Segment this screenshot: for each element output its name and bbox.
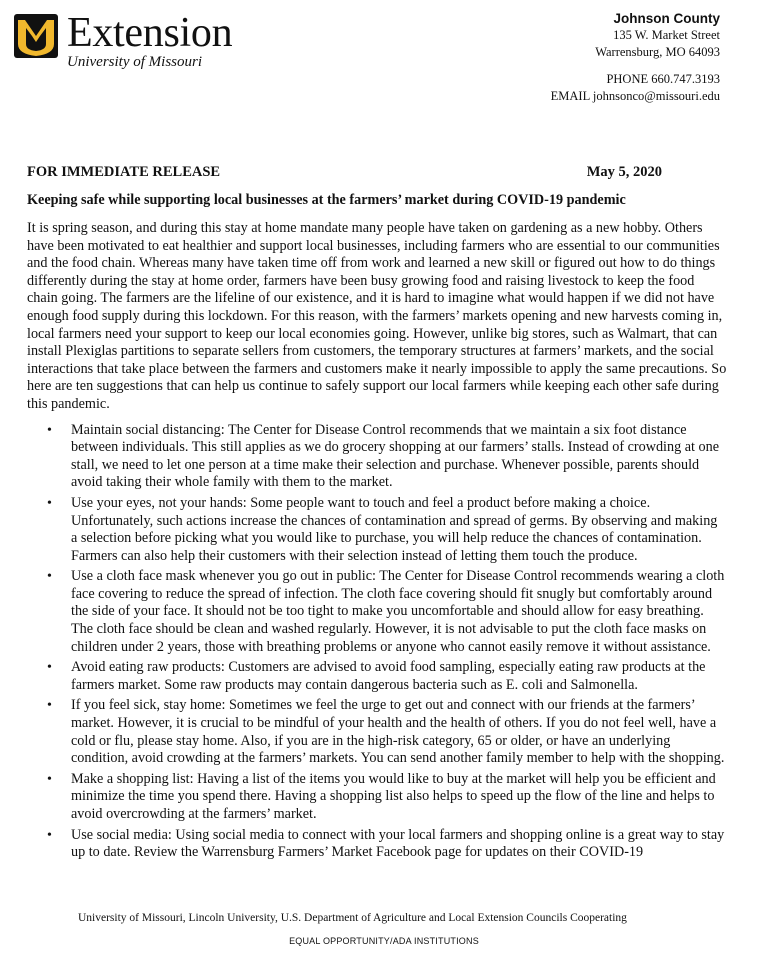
bullet-icon: • <box>47 771 52 787</box>
bullet-icon: • <box>47 698 52 714</box>
bullet-icon: • <box>47 495 52 511</box>
office-city: Warrensburg, MO 64093 <box>595 45 720 59</box>
tip-text: Use a cloth face mask whenever you go out in public: The Center for Disease Control recommends wearing a cloth face covering to reduce the spread of infection. The cloth face covering should fit snugly but comfortably around the side of your face. It should not be too tight to make you uncomfortable and should allow for easy breathing. The cloth face should be clean and washed regularly. However, it is not advisable to put the cloth face masks on children under 2 years, those with breathing problems or anyone who cannot easily remove it without assistance. <box>71 568 725 655</box>
office-email: EMAIL johnsonco@missouri.edu <box>550 89 720 103</box>
tip-text: Use social media: Using social media to connect with your local farmers and shopping online is a great way to stay up to date. Review the Warrensburg Farmers’ Market Facebook page for updates on their COVID-19 <box>71 826 725 861</box>
tips-list <box>27 422 727 862</box>
release-date: May 5, 2020 <box>586 164 662 180</box>
footer-equal-opportunity: EQUAL OPPORTUNITY/ADA INSTITUTIONS <box>289 936 479 946</box>
tip-item <box>27 659 727 694</box>
tip-item <box>27 771 727 824</box>
mizzou-shield-icon <box>14 14 58 58</box>
press-headline: Keeping safe while supporting local businesses at the farmers’ market during COVID-19 pandemic <box>27 192 626 208</box>
tip-text: If you feel sick, stay home: Sometimes we feel the urge to get out and connect with our friends at the farmers’ market. However, it is crucial to be mindful of your health and the health of others. If you do not feel well, have a cold or flu, please stay home. Also, if you are in the high-risk category, 65 or older, or have an underlying condition, avoid crowding at the farmers’ markets. You can send another family member to help with the shopping. <box>71 697 725 767</box>
bullet-icon: • <box>47 422 52 438</box>
office-county: Johnson County <box>613 11 720 26</box>
intro-paragraph: It is spring season, and during this stay at home mandate many people have taken on gardening as a new hobby. Others have been motivated to eat healthier and support local businesses, including farmers who are essential to our communities and the food chain. Whereas many have taken time off from work and learned a new skill or figured out how to do things differently during the stay at home order, farmers have been busy growing food and raising livestock to keep the food chain going. The farmers are the lifeline of our existence, and it is hard to imagine what would happen if we did not have enough food supply during this lockdown. For this reason, with the farmers’ markets opening and new harvests coming in, local farmers need your support to keep our local economies going. However, unlike big stores, such as Walmart, that can install Plexiglas partitions to separate sellers from customers, the temporary structures at farmers’ markets, and the social interactions that take place between the farmers and customers make it nearly impossible to apply the same precautions. So here are ten suggestions that can help us continue to safely support our local farmers while keeping each other safe during this pandemic. <box>27 220 727 412</box>
bullet-icon: • <box>47 660 52 676</box>
logo-subtitle: University of Missouri <box>67 54 202 70</box>
tip-item <box>27 422 727 492</box>
office-phone: PHONE 660.747.3193 <box>606 72 720 86</box>
tip-item <box>27 827 727 862</box>
office-address-block <box>551 10 720 105</box>
tip-item <box>27 495 727 565</box>
footer-cooperating: University of Missouri, Lincoln University, U.S. Department of Agriculture and Local Extension Councils Cooperating <box>78 912 627 924</box>
press-body <box>27 220 727 865</box>
logo-wordmark: Extension <box>67 10 233 56</box>
tip-text: Make a shopping list: Having a list of the items you would like to buy at the market will help you be efficient and minimize the time you spend there. Having a shopping list also helps to speed up the flow of the line and helps to avoid overcrowding at the farmers’ market. <box>71 770 716 822</box>
tip-item <box>27 697 727 767</box>
tip-text: Use your eyes, not your hands: Some people want to touch and feel a product before making a choice. Unfortunately, such actions increase the chances of contamination and spread of germs. By observing and making a selection before picking what you would like to purchase, you will help reduce the chances of contamination. Farmers can also help their customers with their selection instead of letting them touch the produce. <box>71 494 718 564</box>
office-street: 135 W. Market Street <box>613 28 720 42</box>
tip-item <box>27 568 727 656</box>
tip-text: Avoid eating raw products: Customers are advised to avoid food sampling, especially eating raw products at the farmers market. Some raw products may contain dangerous bacteria such as E. coli and Salmonella. <box>71 659 706 693</box>
tip-text: Maintain social distancing: The Center for Disease Control recommends that we maintain a six foot distance between individuals. This still applies as we do grocery shopping at our farmers’ stalls. Instead of crowding at one stall, we need to let one person at a time make their selection and purchase. Whenever possible, parents should avoid taking their whole family with them to the market. <box>71 421 720 491</box>
bullet-icon: • <box>47 827 52 843</box>
bullet-icon: • <box>47 569 52 585</box>
extension-logo <box>14 10 258 74</box>
release-label: FOR IMMEDIATE RELEASE <box>27 164 221 180</box>
